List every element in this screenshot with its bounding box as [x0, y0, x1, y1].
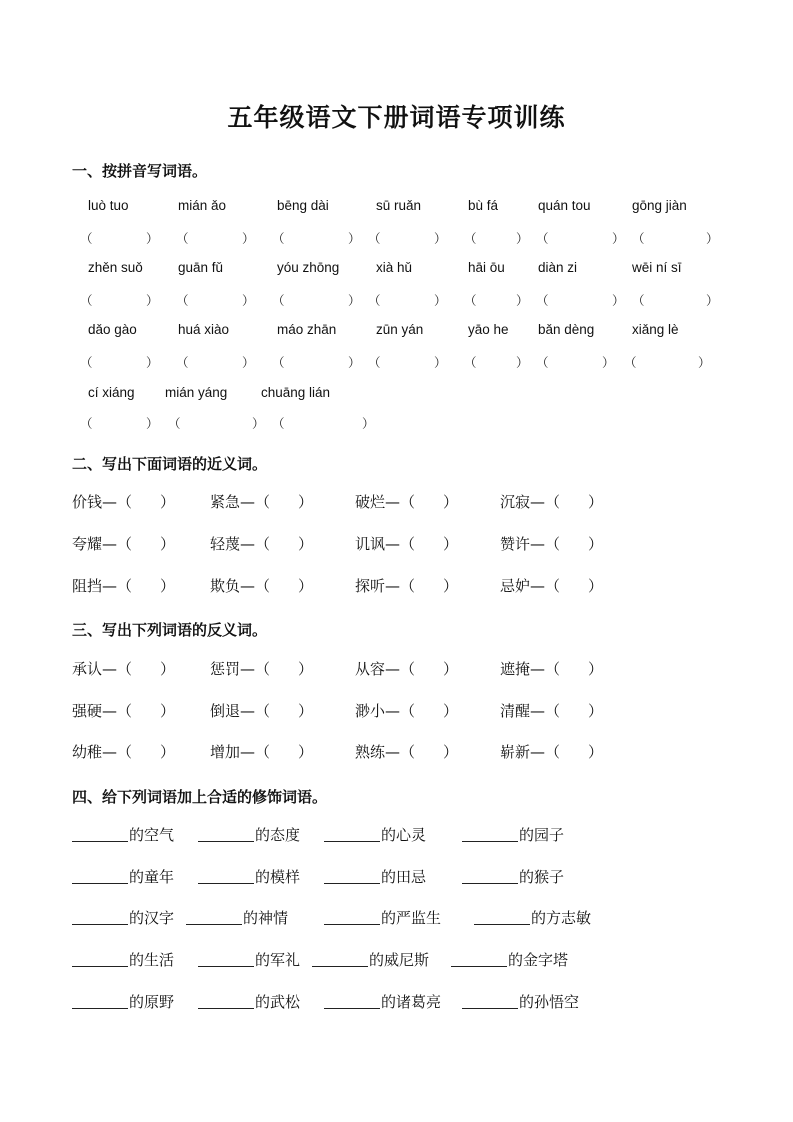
pinyin-prompt: chuāng lián: [261, 385, 331, 400]
antonym-word: 倒退: [210, 702, 241, 720]
answer-paren-close: ）: [602, 355, 615, 370]
modifier-item: [462, 991, 579, 1012]
answer-paren-close: ）: [443, 577, 459, 595]
modifier-word: 的武松: [255, 993, 301, 1011]
modifier-word: 的园子: [519, 826, 565, 844]
answer-paren-close: ）: [146, 293, 159, 308]
modifier-item: [312, 949, 429, 970]
modifier-word: 的态度: [255, 826, 301, 844]
modifier-blank[interactable]: [462, 869, 518, 884]
pinyin-prompt: yāo he: [468, 322, 509, 337]
answer-paren-open: （: [624, 355, 637, 370]
dash: —: [530, 743, 546, 761]
answer-paren-open: （: [272, 355, 285, 370]
answer-paren-close: ）: [434, 231, 447, 246]
modifier-blank[interactable]: [198, 994, 254, 1009]
pinyin-prompt: hāi ōu: [468, 260, 505, 275]
dash: —: [530, 577, 546, 595]
pinyin-prompt: diàn zi: [538, 260, 578, 275]
answer-paren-open: （: [545, 577, 561, 595]
pinyin-prompt: mián ǎo: [178, 198, 227, 213]
pinyin-prompt: sū ruǎn: [376, 198, 422, 213]
dash: —: [530, 535, 546, 553]
modifier-word: 的诸葛亮: [381, 993, 442, 1011]
modifier-item: [72, 866, 174, 887]
antonym-word: 从容: [355, 660, 386, 678]
synonym-item: [72, 575, 175, 596]
modifier-item: [72, 991, 174, 1012]
answer-paren-close: ）: [588, 660, 604, 678]
dash: —: [530, 493, 546, 511]
answer-paren-close: ）: [588, 743, 604, 761]
synonym-item: [355, 575, 458, 596]
modifier-item: [198, 824, 300, 845]
pinyin-prompt: gōng jiàn: [632, 198, 687, 213]
answer-paren-open: （: [117, 743, 133, 761]
modifier-item: [462, 866, 564, 887]
modifier-item: [186, 907, 288, 928]
dash: —: [385, 493, 401, 511]
dash: —: [240, 660, 256, 678]
answer-paren-open: （: [255, 743, 271, 761]
modifier-blank[interactable]: [72, 994, 128, 1009]
synonym-word: 紧急: [210, 493, 241, 511]
answer-paren-close: ）: [146, 416, 159, 431]
answer-paren-open: （: [117, 493, 133, 511]
answer-paren-close: ）: [362, 416, 375, 431]
antonym-item: [500, 658, 603, 679]
answer-paren-open: （: [632, 231, 645, 246]
answer-paren-open: （: [255, 660, 271, 678]
synonym-item: [72, 533, 175, 554]
dash: —: [530, 660, 546, 678]
synonym-word: 讥讽: [355, 535, 386, 553]
synonym-word: 忌妒: [500, 577, 531, 595]
dash: —: [240, 577, 256, 595]
modifier-item: [324, 991, 441, 1012]
answer-paren-close: ）: [434, 355, 447, 370]
answer-paren-open: （: [632, 293, 645, 308]
antonym-word: 崭新: [500, 743, 531, 761]
synonym-word: 夸耀: [72, 535, 103, 553]
answer-paren-close: ）: [298, 493, 314, 511]
answer-paren-open: （: [545, 493, 561, 511]
modifier-item: [72, 949, 174, 970]
pinyin-prompt: bù fá: [468, 198, 499, 213]
pinyin-prompt: guān fǔ: [178, 260, 224, 275]
answer-paren-open: （: [536, 355, 549, 370]
answer-paren-close: ）: [706, 293, 719, 308]
pinyin-prompt: huá xiào: [178, 322, 230, 337]
antonym-word: 强硬: [72, 702, 103, 720]
answer-paren-open: （: [80, 355, 93, 370]
answer-paren-open: （: [117, 577, 133, 595]
modifier-word: 的威尼斯: [369, 951, 430, 969]
dash: —: [240, 743, 256, 761]
modifier-item: [198, 866, 300, 887]
answer-paren-close: ）: [348, 355, 361, 370]
answer-paren-close: ）: [242, 231, 255, 246]
modifier-item: [462, 824, 564, 845]
pinyin-prompt: luò tuo: [88, 198, 129, 213]
synonym-item: [500, 575, 603, 596]
modifier-blank[interactable]: [324, 827, 380, 842]
dash: —: [102, 535, 118, 553]
answer-paren-close: ）: [160, 743, 176, 761]
pinyin-prompt: mián yáng: [165, 385, 228, 400]
answer-paren-open: （: [464, 355, 477, 370]
answer-paren-close: ）: [612, 231, 625, 246]
answer-paren-close: ）: [242, 293, 255, 308]
answer-paren-open: （: [545, 702, 561, 720]
section-1-heading: 一、按拼音写词语。: [72, 162, 208, 180]
modifier-blank[interactable]: [324, 994, 380, 1009]
modifier-item: [324, 824, 426, 845]
modifier-blank[interactable]: [72, 827, 128, 842]
modifier-word: 的汉字: [129, 909, 175, 927]
antonym-item: [500, 700, 603, 721]
modifier-word: 的原野: [129, 993, 175, 1011]
pinyin-prompt: wēi ní sī: [632, 260, 682, 275]
modifier-item: [198, 949, 300, 970]
dash: —: [385, 577, 401, 595]
answer-paren-close: ）: [698, 355, 711, 370]
answer-paren-close: ）: [588, 702, 604, 720]
antonym-item: [355, 658, 458, 679]
answer-paren-open: （: [368, 231, 381, 246]
answer-paren-close: ）: [160, 702, 176, 720]
modifier-word: 的生活: [129, 951, 175, 969]
antonym-item: [72, 700, 175, 721]
answer-paren-close: ）: [160, 660, 176, 678]
answer-paren-open: （: [400, 702, 416, 720]
answer-paren-open: （: [536, 293, 549, 308]
modifier-word: 的模样: [255, 868, 301, 886]
pinyin-prompt: zūn yán: [376, 322, 424, 337]
pinyin-prompt: cí xiáng: [88, 385, 135, 400]
answer-paren-close: ）: [443, 535, 459, 553]
modifier-item: [198, 991, 300, 1012]
antonym-item: [72, 741, 175, 762]
pinyin-prompt: dǎo gào: [88, 322, 137, 337]
synonym-item: [355, 491, 458, 512]
answer-paren-open: （: [168, 416, 181, 431]
answer-paren-close: ）: [298, 743, 314, 761]
dash: —: [102, 702, 118, 720]
dash: —: [102, 660, 118, 678]
pinyin-prompt: zhěn suǒ: [88, 260, 143, 275]
answer-paren-open: （: [545, 743, 561, 761]
answer-paren-open: （: [117, 702, 133, 720]
answer-paren-close: ）: [443, 743, 459, 761]
modifier-word: 的田忌: [381, 868, 427, 886]
modifier-item: [72, 907, 174, 928]
modifier-word: 的童年: [129, 868, 175, 886]
answer-paren-open: （: [368, 293, 381, 308]
answer-paren-close: ）: [348, 293, 361, 308]
pinyin-prompt: quán tou: [538, 198, 591, 213]
answer-paren-open: （: [272, 416, 285, 431]
answer-paren-close: ）: [160, 535, 176, 553]
synonym-heading: 二、写出下面词语的近义词。: [72, 455, 268, 473]
answer-paren-close: ）: [252, 416, 265, 431]
answer-paren-open: （: [176, 231, 189, 246]
modifier-blank[interactable]: [462, 827, 518, 842]
modifier-blank[interactable]: [72, 952, 128, 967]
pinyin-prompt: bǎn dèng: [538, 322, 595, 337]
modifier-blank[interactable]: [72, 869, 128, 884]
antonym-item: [210, 700, 313, 721]
antonym-item: [72, 658, 175, 679]
dash: —: [240, 702, 256, 720]
modifier-word: 的方志敏: [531, 909, 592, 927]
answer-paren-open: （: [176, 293, 189, 308]
answer-paren-close: ）: [348, 231, 361, 246]
modifier-blank[interactable]: [186, 910, 242, 925]
answer-paren-close: ）: [588, 493, 604, 511]
answer-paren-open: （: [255, 702, 271, 720]
antonym-word: 清醒: [500, 702, 531, 720]
modifier-word: 的空气: [129, 826, 175, 844]
modifier-word: 的军礼: [255, 951, 301, 969]
answer-paren-open: （: [176, 355, 189, 370]
answer-paren-close: ）: [588, 577, 604, 595]
answer-paren-close: ）: [160, 577, 176, 595]
modifier-word: 的神情: [243, 909, 289, 927]
dash: —: [240, 535, 256, 553]
synonym-word: 轻蔑: [210, 535, 241, 553]
modifier-word: 的孙悟空: [519, 993, 580, 1011]
modifier-word: 的猴子: [519, 868, 565, 886]
answer-paren-open: （: [464, 231, 477, 246]
antonym-item: [355, 741, 458, 762]
modifier-blank[interactable]: [72, 910, 128, 925]
antonym-word: 熟练: [355, 743, 386, 761]
answer-paren-open: （: [255, 535, 271, 553]
answer-paren-close: ）: [242, 355, 255, 370]
synonym-word: 探听: [355, 577, 386, 595]
dash: —: [385, 743, 401, 761]
answer-paren-open: （: [117, 535, 133, 553]
answer-paren-open: （: [545, 535, 561, 553]
modifier-blank[interactable]: [198, 869, 254, 884]
dash: —: [102, 577, 118, 595]
answer-paren-open: （: [117, 660, 133, 678]
synonym-item: [500, 533, 603, 554]
answer-paren-open: （: [400, 743, 416, 761]
modifier-word: 的金字塔: [508, 951, 569, 969]
antonym-word: 增加: [210, 743, 241, 761]
dash: —: [240, 493, 256, 511]
dash: —: [102, 493, 118, 511]
answer-paren-close: ）: [706, 231, 719, 246]
synonym-word: 赞许: [500, 535, 531, 553]
answer-paren-open: （: [255, 493, 271, 511]
answer-paren-close: ）: [516, 293, 529, 308]
antonym-word: 幼稚: [72, 743, 103, 761]
answer-paren-open: （: [80, 416, 93, 431]
section-4-heading: 四、给下列词语加上合适的修饰词语。: [72, 788, 328, 806]
answer-paren-close: ）: [516, 355, 529, 370]
answer-paren-open: （: [272, 231, 285, 246]
synonym-item: [355, 533, 458, 554]
answer-paren-close: ）: [588, 535, 604, 553]
answer-paren-close: ）: [298, 660, 314, 678]
antonym-item: [210, 658, 313, 679]
modifier-item: [451, 949, 568, 970]
modifier-item: [474, 907, 591, 928]
pinyin-prompt: yóu zhōng: [277, 260, 340, 275]
pinyin-prompt: bēng dài: [277, 198, 329, 213]
pinyin-prompt: máo zhān: [277, 322, 337, 337]
answer-paren-open: （: [80, 231, 93, 246]
answer-paren-open: （: [400, 493, 416, 511]
answer-paren-close: ）: [434, 293, 447, 308]
dash: —: [385, 660, 401, 678]
modifier-item: [324, 866, 426, 887]
modifier-blank[interactable]: [451, 952, 507, 967]
answer-paren-close: ）: [443, 702, 459, 720]
modifier-blank[interactable]: [198, 952, 254, 967]
synonym-item: [210, 491, 313, 512]
answer-paren-close: ）: [298, 535, 314, 553]
antonym-item: [210, 741, 313, 762]
answer-paren-open: （: [545, 660, 561, 678]
modifier-blank[interactable]: [462, 994, 518, 1009]
synonym-item: [500, 491, 603, 512]
answer-paren-close: ）: [516, 231, 529, 246]
synonym-word: 欺负: [210, 577, 241, 595]
modifier-blank[interactable]: [324, 910, 380, 925]
modifier-blank[interactable]: [474, 910, 530, 925]
answer-paren-open: （: [400, 577, 416, 595]
answer-paren-open: （: [80, 293, 93, 308]
answer-paren-close: ）: [443, 493, 459, 511]
antonym-word: 承认: [72, 660, 103, 678]
synonym-item: [72, 491, 175, 512]
answer-paren-open: （: [368, 355, 381, 370]
antonym-item: [500, 741, 603, 762]
modifier-item: [72, 824, 174, 845]
synonym-word: 价钱: [72, 493, 103, 511]
modifier-blank[interactable]: [324, 869, 380, 884]
answer-paren-open: （: [536, 231, 549, 246]
modifier-word: 的严监生: [381, 909, 442, 927]
synonym-item: [210, 533, 313, 554]
synonym-item: [210, 575, 313, 596]
modifier-item: [324, 907, 441, 928]
answer-paren-close: ）: [612, 293, 625, 308]
antonym-word: 渺小: [355, 702, 386, 720]
dash: —: [102, 743, 118, 761]
antonym-item: [355, 700, 458, 721]
answer-paren-close: ）: [443, 660, 459, 678]
answer-paren-close: ）: [160, 493, 176, 511]
answer-paren-close: ）: [146, 355, 159, 370]
modifier-blank[interactable]: [312, 952, 368, 967]
answer-paren-close: ）: [298, 577, 314, 595]
answer-paren-open: （: [464, 293, 477, 308]
synonym-word: 破烂: [355, 493, 386, 511]
antonym-word: 遮掩: [500, 660, 531, 678]
answer-paren-close: ）: [146, 231, 159, 246]
answer-paren-open: （: [255, 577, 271, 595]
dash: —: [385, 535, 401, 553]
synonym-word: 沉寂: [500, 493, 531, 511]
antonym-word: 惩罚: [210, 660, 241, 678]
modifier-word: 的心灵: [381, 826, 427, 844]
pinyin-prompt: xià hǔ: [376, 260, 413, 275]
answer-paren-open: （: [400, 535, 416, 553]
dash: —: [385, 702, 401, 720]
synonym-word: 阻挡: [72, 577, 103, 595]
answer-paren-open: （: [272, 293, 285, 308]
answer-paren-close: ）: [298, 702, 314, 720]
modifier-blank[interactable]: [198, 827, 254, 842]
dash: —: [530, 702, 546, 720]
answer-paren-open: （: [400, 660, 416, 678]
page-title: 五年级语文下册词语专项训练: [227, 103, 566, 132]
pinyin-prompt: xiǎng lè: [632, 322, 679, 337]
antonym-heading: 三、写出下列词语的反义词。: [72, 621, 268, 639]
